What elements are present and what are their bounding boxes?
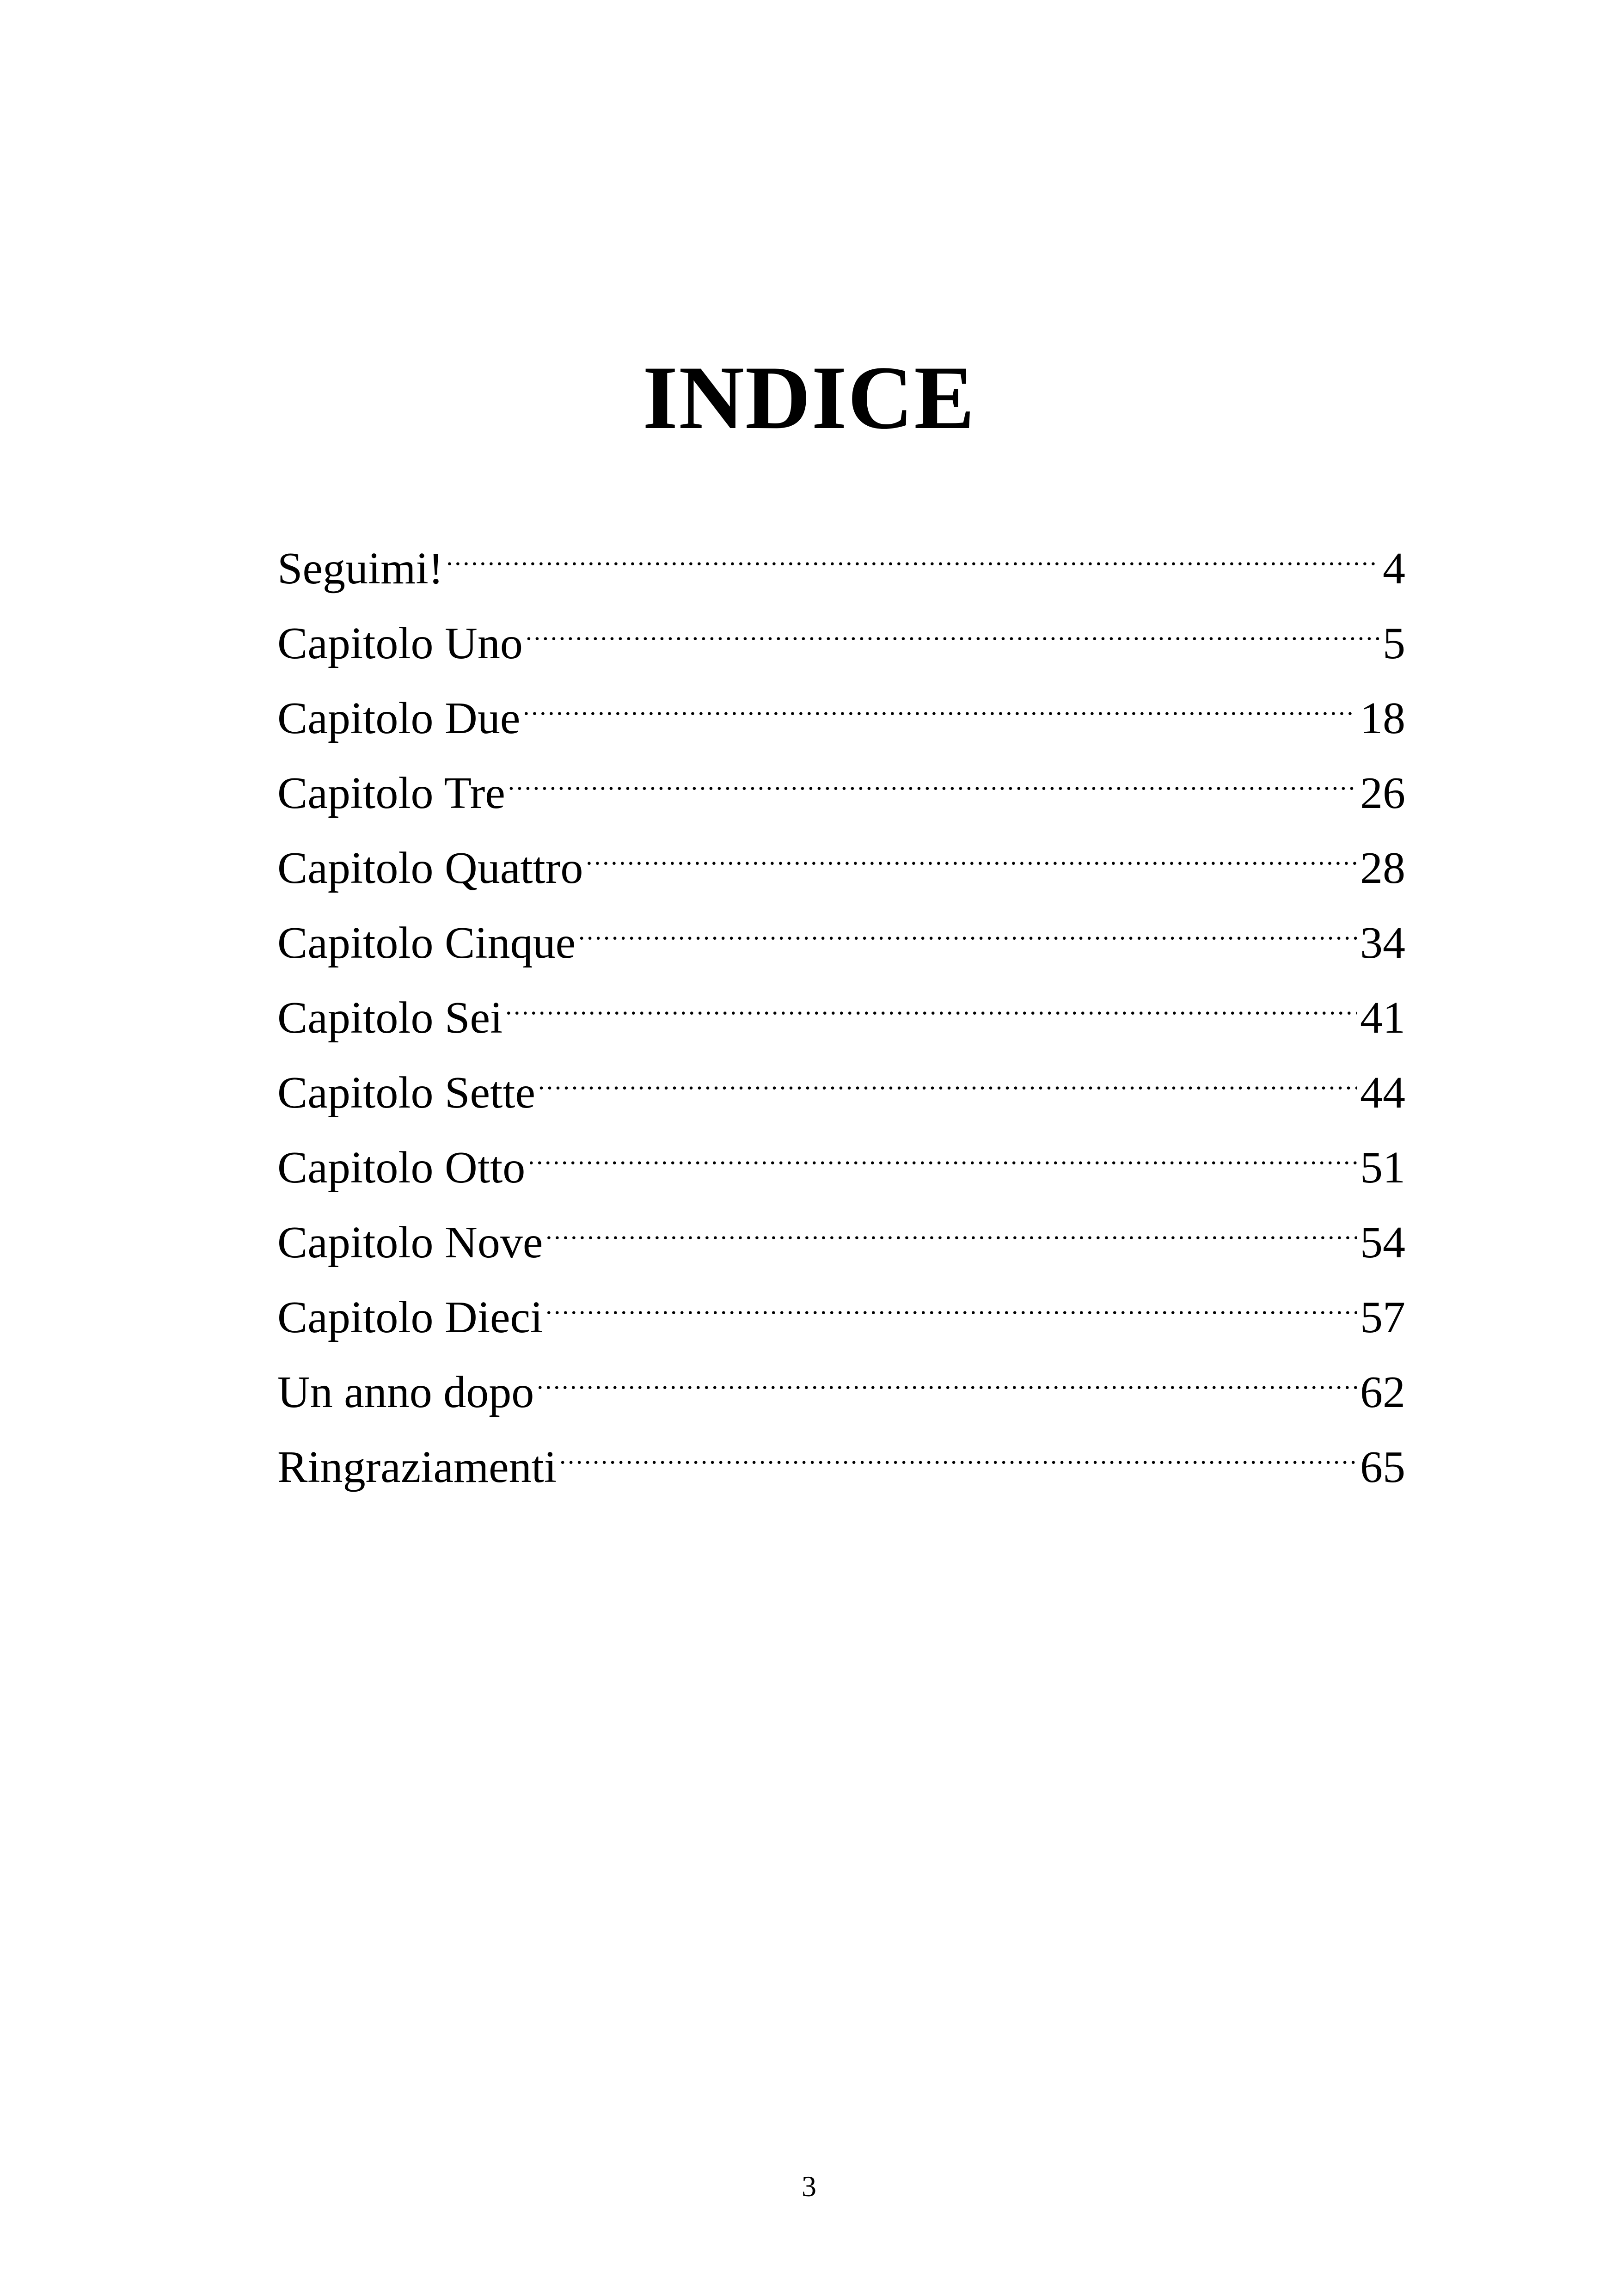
toc-dot-leader [586, 808, 1357, 883]
toc-entry-title: Capitolo Quattro [277, 843, 583, 893]
table-of-contents [277, 508, 1405, 1492]
page-title: INDICE [643, 348, 975, 448]
toc-entry-page: 65 [1360, 1442, 1405, 1492]
toc-entry-title: Capitolo Sei [277, 993, 503, 1043]
toc-entry-title: Capitolo Otto [277, 1143, 526, 1193]
toc-entry-page: 26 [1360, 768, 1405, 818]
toc-dot-leader [505, 958, 1357, 1033]
toc-dot-leader [545, 1182, 1357, 1257]
toc-entry-page: 4 [1383, 544, 1405, 594]
toc-dot-leader [528, 1108, 1357, 1182]
toc-entry[interactable] [277, 583, 1405, 668]
toc-entry-title: Un anno dopo [277, 1367, 534, 1417]
toc-entry-title: Capitolo Dieci [277, 1292, 543, 1342]
toc-entry-page: 54 [1360, 1218, 1405, 1267]
toc-entry-page: 5 [1383, 618, 1405, 668]
toc-entry-page: 62 [1360, 1367, 1405, 1417]
toc-entry[interactable] [277, 508, 1405, 594]
toc-entry-page: 51 [1360, 1143, 1405, 1193]
toc-entry-page: 41 [1360, 993, 1405, 1043]
toc-dot-leader [538, 1033, 1357, 1108]
toc-entry-title: Capitolo Sette [277, 1068, 535, 1118]
toc-entry-page: 34 [1360, 918, 1405, 968]
toc-dot-leader [523, 658, 1357, 733]
toc-dot-leader [508, 733, 1357, 808]
toc-entry-title: Ringraziamenti [277, 1442, 557, 1492]
toc-entry-title: Capitolo Uno [277, 618, 523, 668]
toc-entry-title: Capitolo Nove [277, 1218, 543, 1267]
toc-dot-leader [537, 1332, 1357, 1407]
toc-entry-title: Capitolo Cinque [277, 918, 576, 968]
toc-entry-page: 28 [1360, 843, 1405, 893]
toc-dot-leader [559, 1407, 1357, 1482]
toc-entry-title: Capitolo Due [277, 693, 521, 743]
toc-entry-title: Seguimi! [277, 544, 444, 594]
toc-dot-leader [446, 508, 1380, 583]
toc-dot-leader [578, 883, 1357, 958]
toc-dot-leader [526, 583, 1380, 658]
page-number: 3 [802, 2170, 816, 2203]
toc-dot-leader [545, 1257, 1357, 1332]
toc-entry-page: 44 [1360, 1068, 1405, 1118]
toc-entry-page: 18 [1360, 693, 1405, 743]
toc-entry-title: Capitolo Tre [277, 768, 505, 818]
toc-entry-page: 57 [1360, 1292, 1405, 1342]
